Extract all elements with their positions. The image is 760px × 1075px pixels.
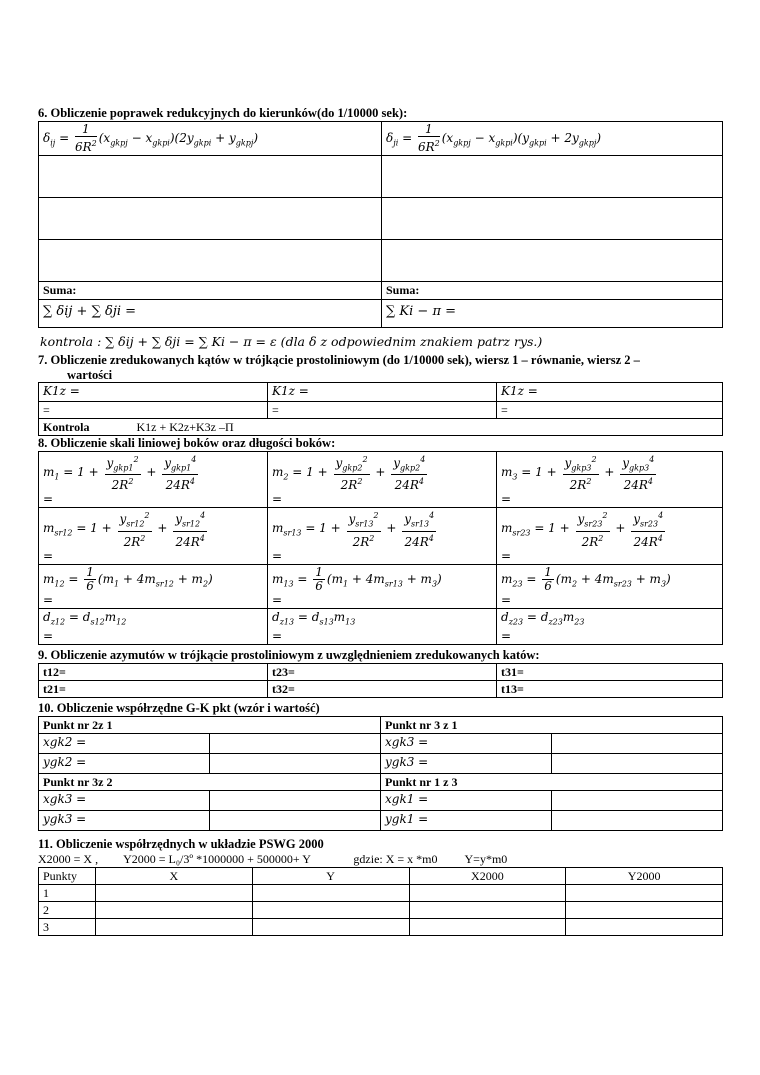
section-10-heading: 10. Obliczenie współrzędne G-K pkt (wzór i wartość) bbox=[38, 701, 320, 716]
value-cell[interactable] bbox=[252, 919, 409, 936]
blank-cell[interactable] bbox=[39, 240, 382, 282]
t13-cell[interactable]: t13= bbox=[497, 681, 723, 698]
t12-cell[interactable]: t12= bbox=[39, 664, 268, 681]
x2000-formula: X2000 = X , bbox=[38, 852, 99, 867]
value-cell[interactable] bbox=[409, 885, 566, 902]
section-10-table bbox=[38, 716, 723, 831]
t21-cell[interactable]: t21= bbox=[39, 681, 268, 698]
xgk3-cell: xgk3 = bbox=[39, 791, 210, 811]
value-cell[interactable] bbox=[552, 734, 723, 754]
value-cell[interactable] bbox=[566, 885, 723, 902]
value-cell[interactable] bbox=[566, 902, 723, 919]
value-cell[interactable] bbox=[210, 754, 381, 774]
value-cell[interactable] bbox=[252, 902, 409, 919]
formula-delta-ji: $\delta_{ji}$ = $\frac{1}{6R^2}$ $(x_{gkpj} - x_{gkpi})(y_{gkpi} + 2y_{gkpj})$ bbox=[382, 122, 723, 156]
sum-right: ∑ Ki − π = bbox=[382, 300, 723, 328]
ygk1-cell: ygk1 = bbox=[381, 811, 552, 831]
value-cell[interactable] bbox=[252, 885, 409, 902]
m13-formula: $m_{13}$ = $\frac{1}{6}$ $(m_1 + 4m_{sr13} + m_3)$ = bbox=[268, 564, 497, 608]
formula-delta-ij: $\delta_{ij}$ = $\frac{1}{6R^2}$ $(x_{gkpj} - x_{gkpi})(2y_{gkpi} + y_{gkpj})$ bbox=[39, 122, 382, 156]
ygk3-cell: ygk3 = bbox=[381, 754, 552, 774]
xgk2-cell: xgk2 = bbox=[39, 734, 210, 754]
value-cell[interactable] bbox=[409, 919, 566, 936]
section-7-table bbox=[38, 382, 723, 436]
t23-cell[interactable]: t23= bbox=[268, 664, 497, 681]
punkt-label: Punkt nr 3 z 1 bbox=[381, 717, 723, 734]
gdzie-formula: gdzie: X = x *m0 bbox=[353, 852, 438, 867]
row-label: 1 bbox=[39, 885, 96, 902]
section-9-table bbox=[38, 663, 723, 698]
value-cell[interactable] bbox=[210, 791, 381, 811]
kontrola-value: K1z + K2z+K3z –Π bbox=[136, 420, 234, 434]
section-7-heading-cont: wartości bbox=[67, 368, 113, 382]
kontrola-row bbox=[39, 419, 723, 436]
section-7-heading: 7. Obliczenie zredukowanych kątów w trójkącie prostoliniowym (do 1/10000 sek), wiersz 1 – równanie, wiersz 2 – bbox=[38, 353, 640, 367]
section-6-table bbox=[38, 121, 723, 328]
section-8-table bbox=[38, 451, 723, 645]
y2000-formula: Y2000 = L₀/3º *1000000 + 500000+ Y bbox=[123, 852, 311, 867]
col-header: X2000 bbox=[409, 868, 566, 885]
value-cell[interactable] bbox=[552, 811, 723, 831]
k1z-cell: K1z = bbox=[39, 383, 268, 402]
kontrola-label: Kontrola bbox=[43, 420, 90, 434]
col-header: X bbox=[96, 868, 253, 885]
col-header: Y2000 bbox=[566, 868, 723, 885]
xgk3-cell: xgk3 = bbox=[381, 734, 552, 754]
punkt-label: Punkt nr 3z 2 bbox=[39, 774, 381, 791]
page bbox=[38, 106, 723, 936]
k1z-cell: K1z = bbox=[268, 383, 497, 402]
punkt-label: Punkt nr 1 z 3 bbox=[381, 774, 723, 791]
k1z-cell: K1z = bbox=[497, 383, 723, 402]
t31-cell[interactable]: t31= bbox=[497, 664, 723, 681]
msr23-formula: $m_{sr23} = 1$ + $y_{sr23}^2$ $2R^2$ + $y_{sr23}^4$ $24R^4$ = bbox=[497, 508, 723, 564]
blank-cell[interactable] bbox=[382, 240, 723, 282]
section-8-heading: 8. Obliczenie skali liniowej boków oraz długości boków: bbox=[38, 436, 336, 450]
section-9-heading: 9. Obliczenie azymutów w trójkącie prostoliniowym z uwzględnieniem zredukowanych katów: bbox=[38, 648, 540, 663]
m2-formula: $m_2 = 1$ + $y_{gkp2}^2$ $2R^2$ + $y_{gkp2}^4$ $24R^4$ = bbox=[268, 452, 497, 508]
eq-cell[interactable]: = bbox=[497, 402, 723, 419]
blank-cell[interactable] bbox=[382, 156, 723, 198]
row-label: 3 bbox=[39, 919, 96, 936]
m12-formula: $m_{12}$ = $\frac{1}{6}$ $(m_1 + 4m_{sr12} + m_2)$ = bbox=[39, 564, 268, 608]
dz13-formula: $d_{z13} = d_{s13}m_{13}$ = bbox=[268, 608, 497, 644]
m1-formula: $m_1 = 1$ + $y_{gkp1}^2$ $2R^2$ + $y_{gkp1}^4$ $24R^4$ = bbox=[39, 452, 268, 508]
value-cell[interactable] bbox=[566, 919, 723, 936]
section-11-heading: 11. Obliczenie współrzędnych w układzie PSWG 2000 bbox=[38, 837, 324, 852]
m23-formula: $m_{23}$ = $\frac{1}{6}$ $(m_2 + 4m_{sr23} + m_3)$ = bbox=[497, 564, 723, 608]
punkt-label: Punkt nr 2z 1 bbox=[39, 717, 381, 734]
value-cell[interactable] bbox=[96, 885, 253, 902]
col-header: Punkty bbox=[39, 868, 96, 885]
ygk3-cell: ygk3 = bbox=[39, 811, 210, 831]
kontrola-formula: kontrola : ∑ δij + ∑ δji = ∑ Ki − π = ε (dla δ z odpowiednim znakiem patrz rys.) bbox=[40, 334, 543, 349]
row-label: 2 bbox=[39, 902, 96, 919]
suma-label: Suma: bbox=[382, 282, 723, 300]
section-11-table bbox=[38, 867, 723, 936]
pswg-formula-line bbox=[38, 852, 723, 867]
value-cell[interactable] bbox=[210, 811, 381, 831]
dz12-formula: $d_{z12} = d_{s12}m_{12}$ = bbox=[39, 608, 268, 644]
blank-cell[interactable] bbox=[39, 198, 382, 240]
section-6-heading: 6. Obliczenie poprawek redukcyjnych do kierunków(do 1/10000 sek): bbox=[38, 106, 408, 120]
blank-cell[interactable] bbox=[39, 156, 382, 198]
value-cell[interactable] bbox=[96, 902, 253, 919]
value-cell[interactable] bbox=[552, 791, 723, 811]
value-cell[interactable] bbox=[96, 919, 253, 936]
suma-label: Suma: bbox=[39, 282, 382, 300]
blank-cell[interactable] bbox=[382, 198, 723, 240]
col-header: Y bbox=[252, 868, 409, 885]
m3-formula: $m_3 = 1$ + $y_{gkp3}^2$ $2R^2$ + $y_{gkp3}^4$ $24R^4$ = bbox=[497, 452, 723, 508]
msr13-formula: $m_{sr13} = 1$ + $y_{sr13}^2$ $2R^2$ + $y_{sr13}^4$ $24R^4$ = bbox=[268, 508, 497, 564]
msr12-formula: $m_{sr12} = 1$ + $y_{sr12}^2$ $2R^2$ + $y_{sr12}^4$ $24R^4$ = bbox=[39, 508, 268, 564]
sum-left: ∑ δij + ∑ δji = bbox=[39, 300, 382, 328]
t32-cell[interactable]: t32= bbox=[268, 681, 497, 698]
value-cell[interactable] bbox=[409, 902, 566, 919]
value-cell[interactable] bbox=[210, 734, 381, 754]
dz23-formula: $d_{z23} = d_{z23}m_{23}$ = bbox=[497, 608, 723, 644]
value-cell[interactable] bbox=[552, 754, 723, 774]
y-formula: Y=y*m0 bbox=[464, 852, 508, 867]
ygk2-cell: ygk2 = bbox=[39, 754, 210, 774]
eq-cell[interactable]: = bbox=[268, 402, 497, 419]
eq-cell[interactable]: = bbox=[39, 402, 268, 419]
xgk1-cell: xgk1 = bbox=[381, 791, 552, 811]
